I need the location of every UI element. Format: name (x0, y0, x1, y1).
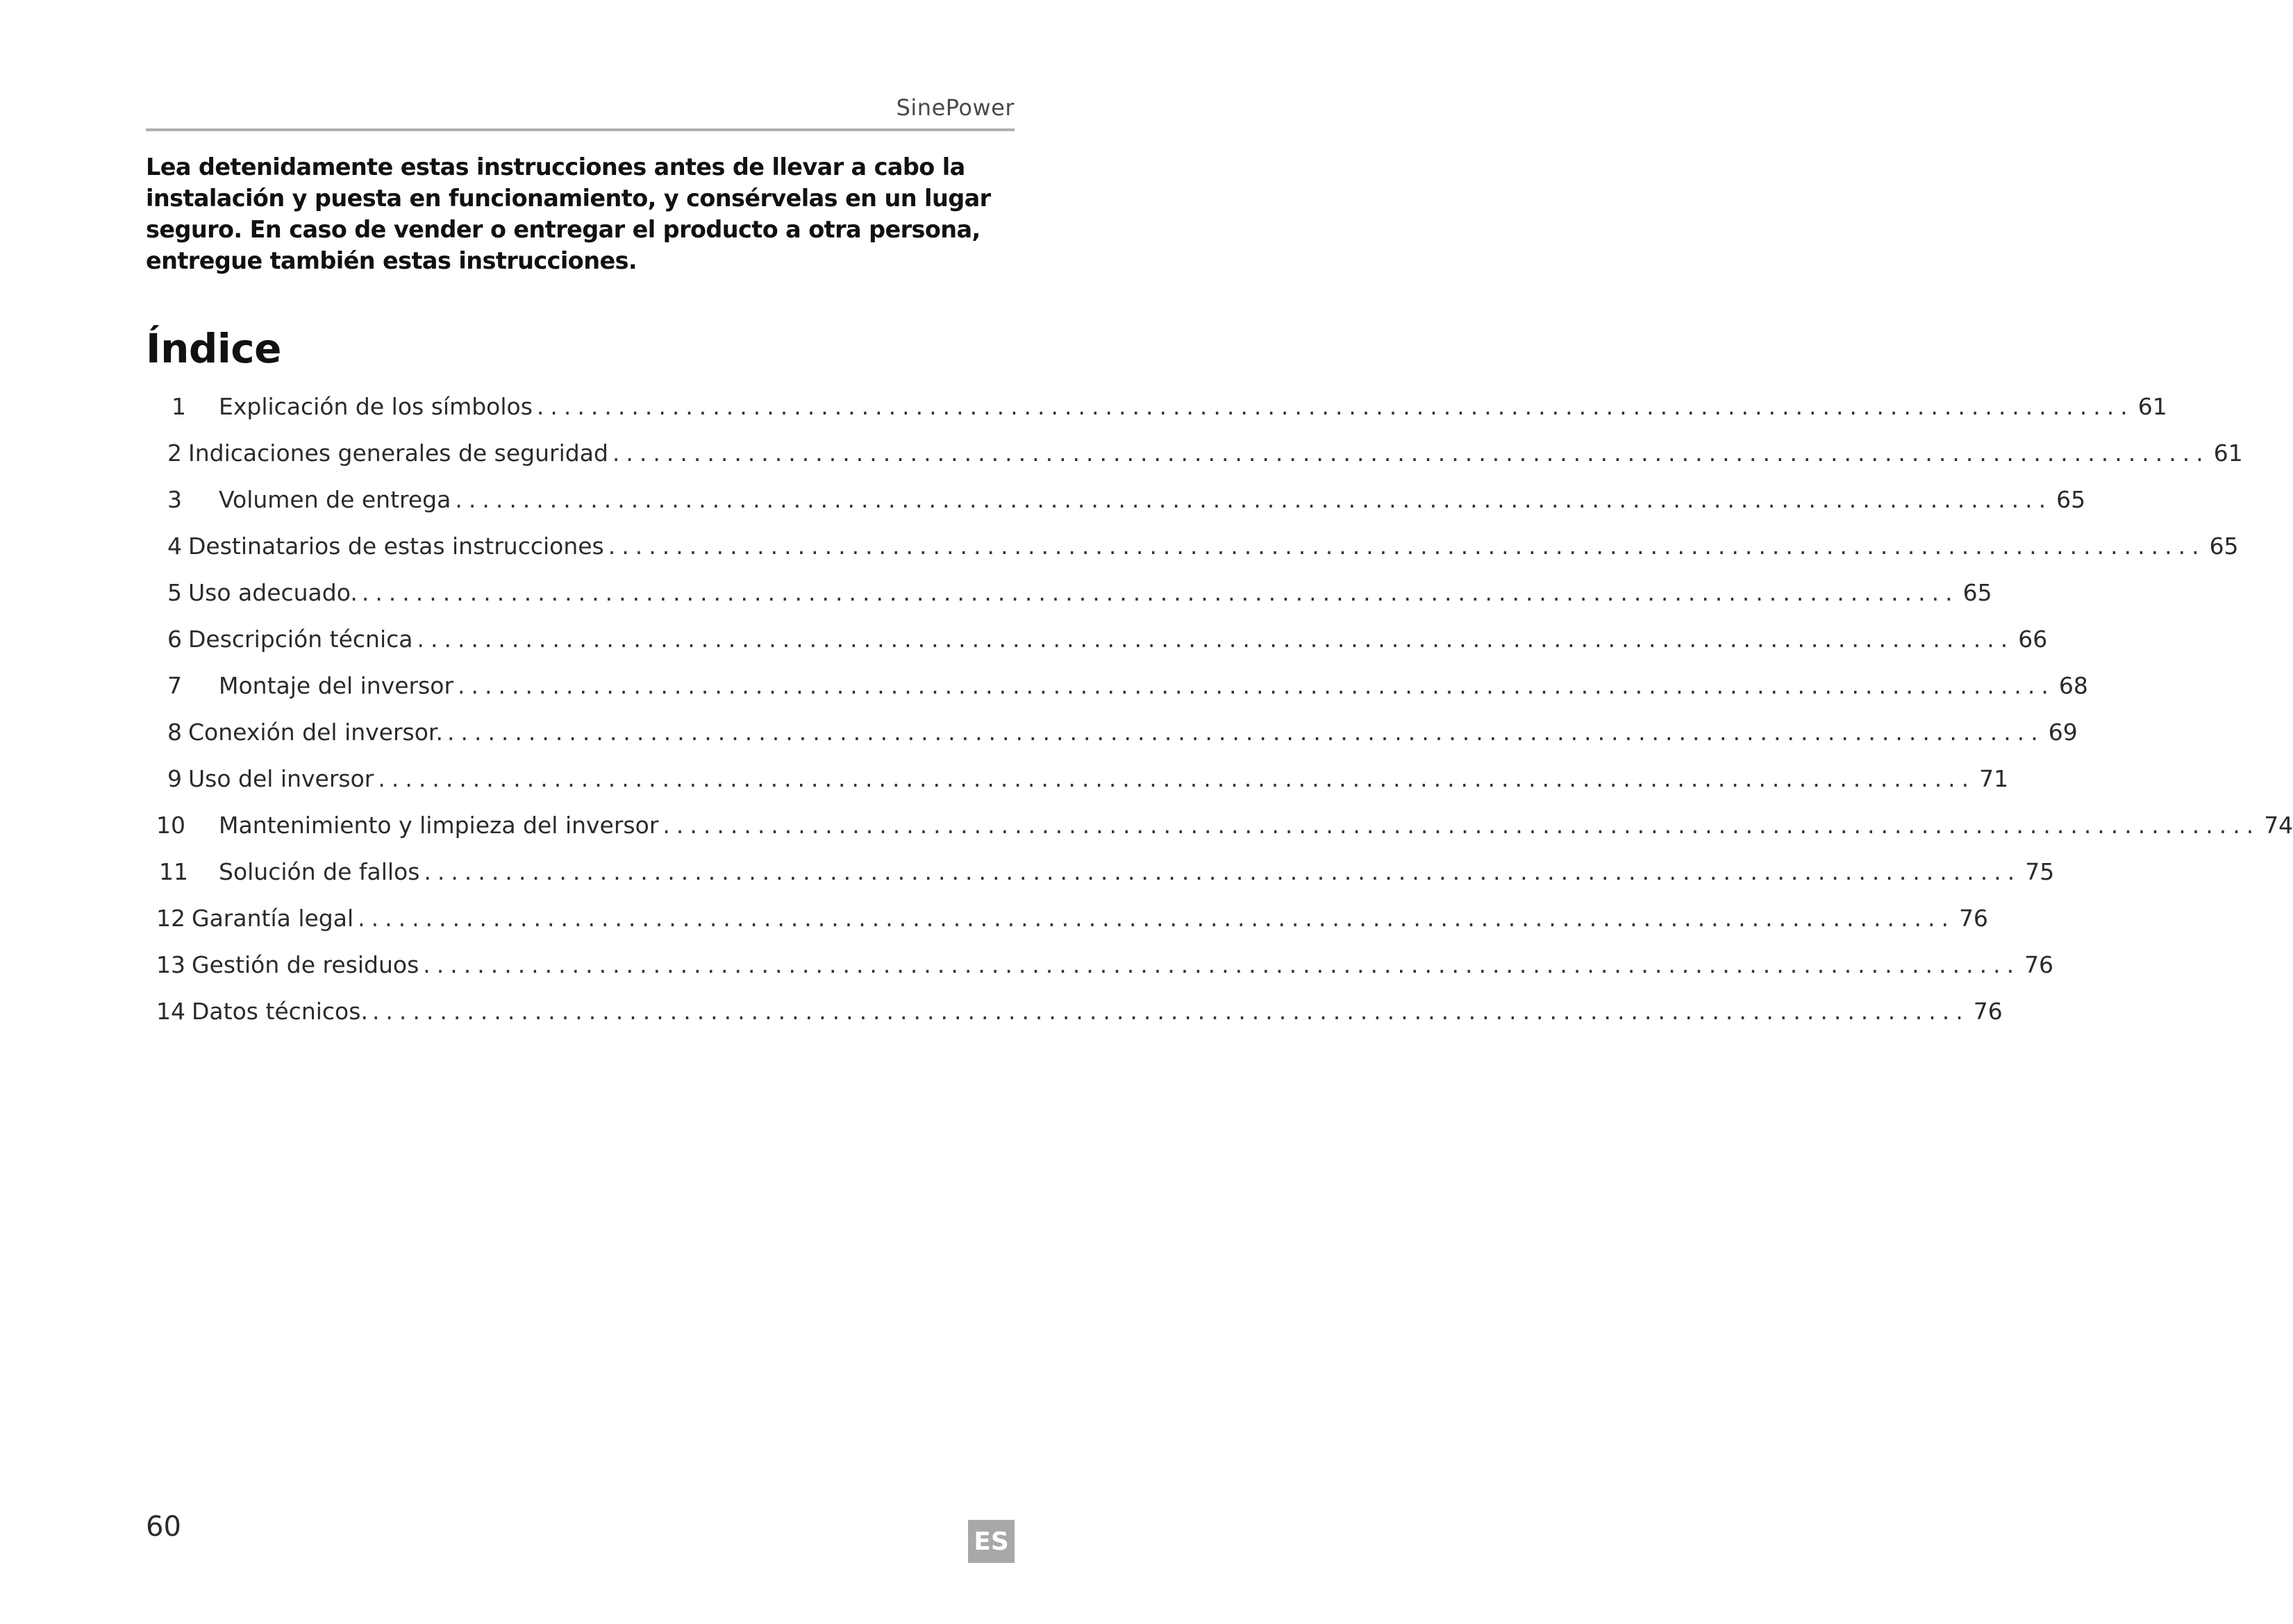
toc-entry-text: Volumen de entrega (219, 486, 451, 513)
toc-entry-page: 76 (1958, 905, 1988, 932)
toc-entry-number: 3 (167, 486, 182, 513)
toc-entry-3[interactable] (167, 486, 2086, 519)
toc-entry-9[interactable] (167, 765, 2009, 798)
toc-entry-2[interactable] (167, 440, 2243, 473)
toc-entry-text: Destinatarios de estas instrucciones (188, 533, 604, 560)
toc-entry-page: 65 (1962, 579, 1992, 606)
toc-entry-page: 75 (2025, 858, 2055, 885)
toc-leader-dots: ...................................................................................................................... (358, 905, 1955, 932)
language-badge: ES (968, 1520, 1015, 1563)
toc-entry-number: 7 (167, 672, 182, 699)
toc-entry-text: Garantía legal (192, 905, 354, 932)
toc-entry-5[interactable] (167, 579, 1992, 612)
toc-leader-dots: ...................................................................................................................... (417, 626, 2015, 653)
intro-notice: Lea detenidamente estas instrucciones antes de llevar a cabo la instalación y puesta en funcionamiento, y consérvelas en un lugar seguro. En caso de vender o entregar el producto a otra persona, entregue también estas instrucciones. (146, 153, 991, 274)
toc-leader-dots: ...................................................................................................................... (423, 951, 2021, 978)
toc-entry-number: 14 (156, 998, 185, 1025)
toc-leader-dots: ...................................................................................................................... (608, 533, 2206, 560)
toc-leader-dots: ...................................................................................................................... (455, 486, 2053, 513)
toc-entry-page: 74 (2264, 812, 2293, 839)
toc-entry-4[interactable] (167, 533, 2239, 566)
toc-entry-text: Descripción técnica (188, 626, 413, 653)
toc-entry-number: 11 (159, 858, 188, 885)
toc-entry-12[interactable] (156, 905, 1988, 938)
toc-entry-number: 2 (167, 440, 182, 467)
toc-entry-number: 9 (167, 765, 182, 792)
toc-entry-text: Conexión del inversor. (188, 719, 443, 746)
toc-entry-page: 61 (2213, 440, 2243, 467)
toc-entry-page: 61 (2137, 393, 2167, 420)
toc-entry-number: 4 (167, 533, 182, 560)
toc-entry-number: 1 (172, 393, 186, 420)
toc-entry-text: Uso adecuado. (188, 579, 358, 606)
toc-entry-number: 8 (167, 719, 182, 746)
toc-entry-6[interactable] (167, 626, 2048, 659)
toc-leader-dots: ...................................................................................................................... (372, 998, 1969, 1025)
toc-entry-11[interactable] (159, 858, 2055, 891)
toc-entry-1[interactable] (172, 393, 2167, 426)
toc-entry-text: Explicación de los símbolos (219, 393, 533, 420)
toc-leader-dots: ...................................................................................................................... (662, 812, 2260, 839)
toc-entry-text: Datos técnicos. (192, 998, 368, 1025)
toc-entry-text: Montaje del inversor (219, 672, 454, 699)
header-brand: SinePower (896, 94, 1015, 121)
toc-entry-page: 65 (2209, 533, 2239, 560)
toc-entry-13[interactable] (156, 951, 2054, 985)
toc-entry-number: 6 (167, 626, 182, 653)
toc-entry-page: 66 (2018, 626, 2048, 653)
toc-entry-number: 12 (156, 905, 185, 932)
toc-entry-text: Indicaciones generales de seguridad (188, 440, 608, 467)
toc-entry-text: Gestión de residuos (192, 951, 419, 978)
toc-entry-page: 69 (2048, 719, 2078, 746)
toc-leader-dots: ...................................................................................................................... (378, 765, 1976, 792)
toc-entry-page: 71 (1979, 765, 2009, 792)
toc-entry-7[interactable] (167, 672, 2088, 705)
toc-leader-dots: ...................................................................................................................... (536, 393, 2134, 420)
page-number: 60 (146, 1511, 181, 1543)
toc-entry-10[interactable] (156, 812, 2293, 845)
toc-entry-text: Mantenimiento y limpieza del inversor (219, 812, 659, 839)
toc-entry-number: 13 (156, 951, 185, 978)
toc-entry-text: Solución de fallos (219, 858, 420, 885)
toc-leader-dots: ...................................................................................................................... (458, 672, 2055, 699)
toc-leader-dots: ...................................................................................................................... (361, 579, 1959, 606)
toc-leader-dots: ...................................................................................................................... (424, 858, 2021, 885)
toc-entry-page: 68 (2058, 672, 2088, 699)
header-divider (146, 128, 1015, 131)
toc-entry-text: Uso del inversor (188, 765, 374, 792)
toc-title: Índice (146, 325, 281, 372)
toc-entry-14[interactable] (156, 998, 2003, 1031)
toc-entry-page: 76 (2024, 951, 2054, 978)
toc-entry-page: 65 (2056, 486, 2086, 513)
toc-leader-dots: ...................................................................................................................... (447, 719, 2044, 746)
toc-entry-page: 76 (1973, 998, 2003, 1025)
toc-entry-number: 10 (156, 812, 185, 839)
toc-entry-number: 5 (167, 579, 182, 606)
toc-entry-8[interactable] (167, 719, 2078, 752)
toc-leader-dots: ...................................................................................................................... (612, 440, 2210, 467)
